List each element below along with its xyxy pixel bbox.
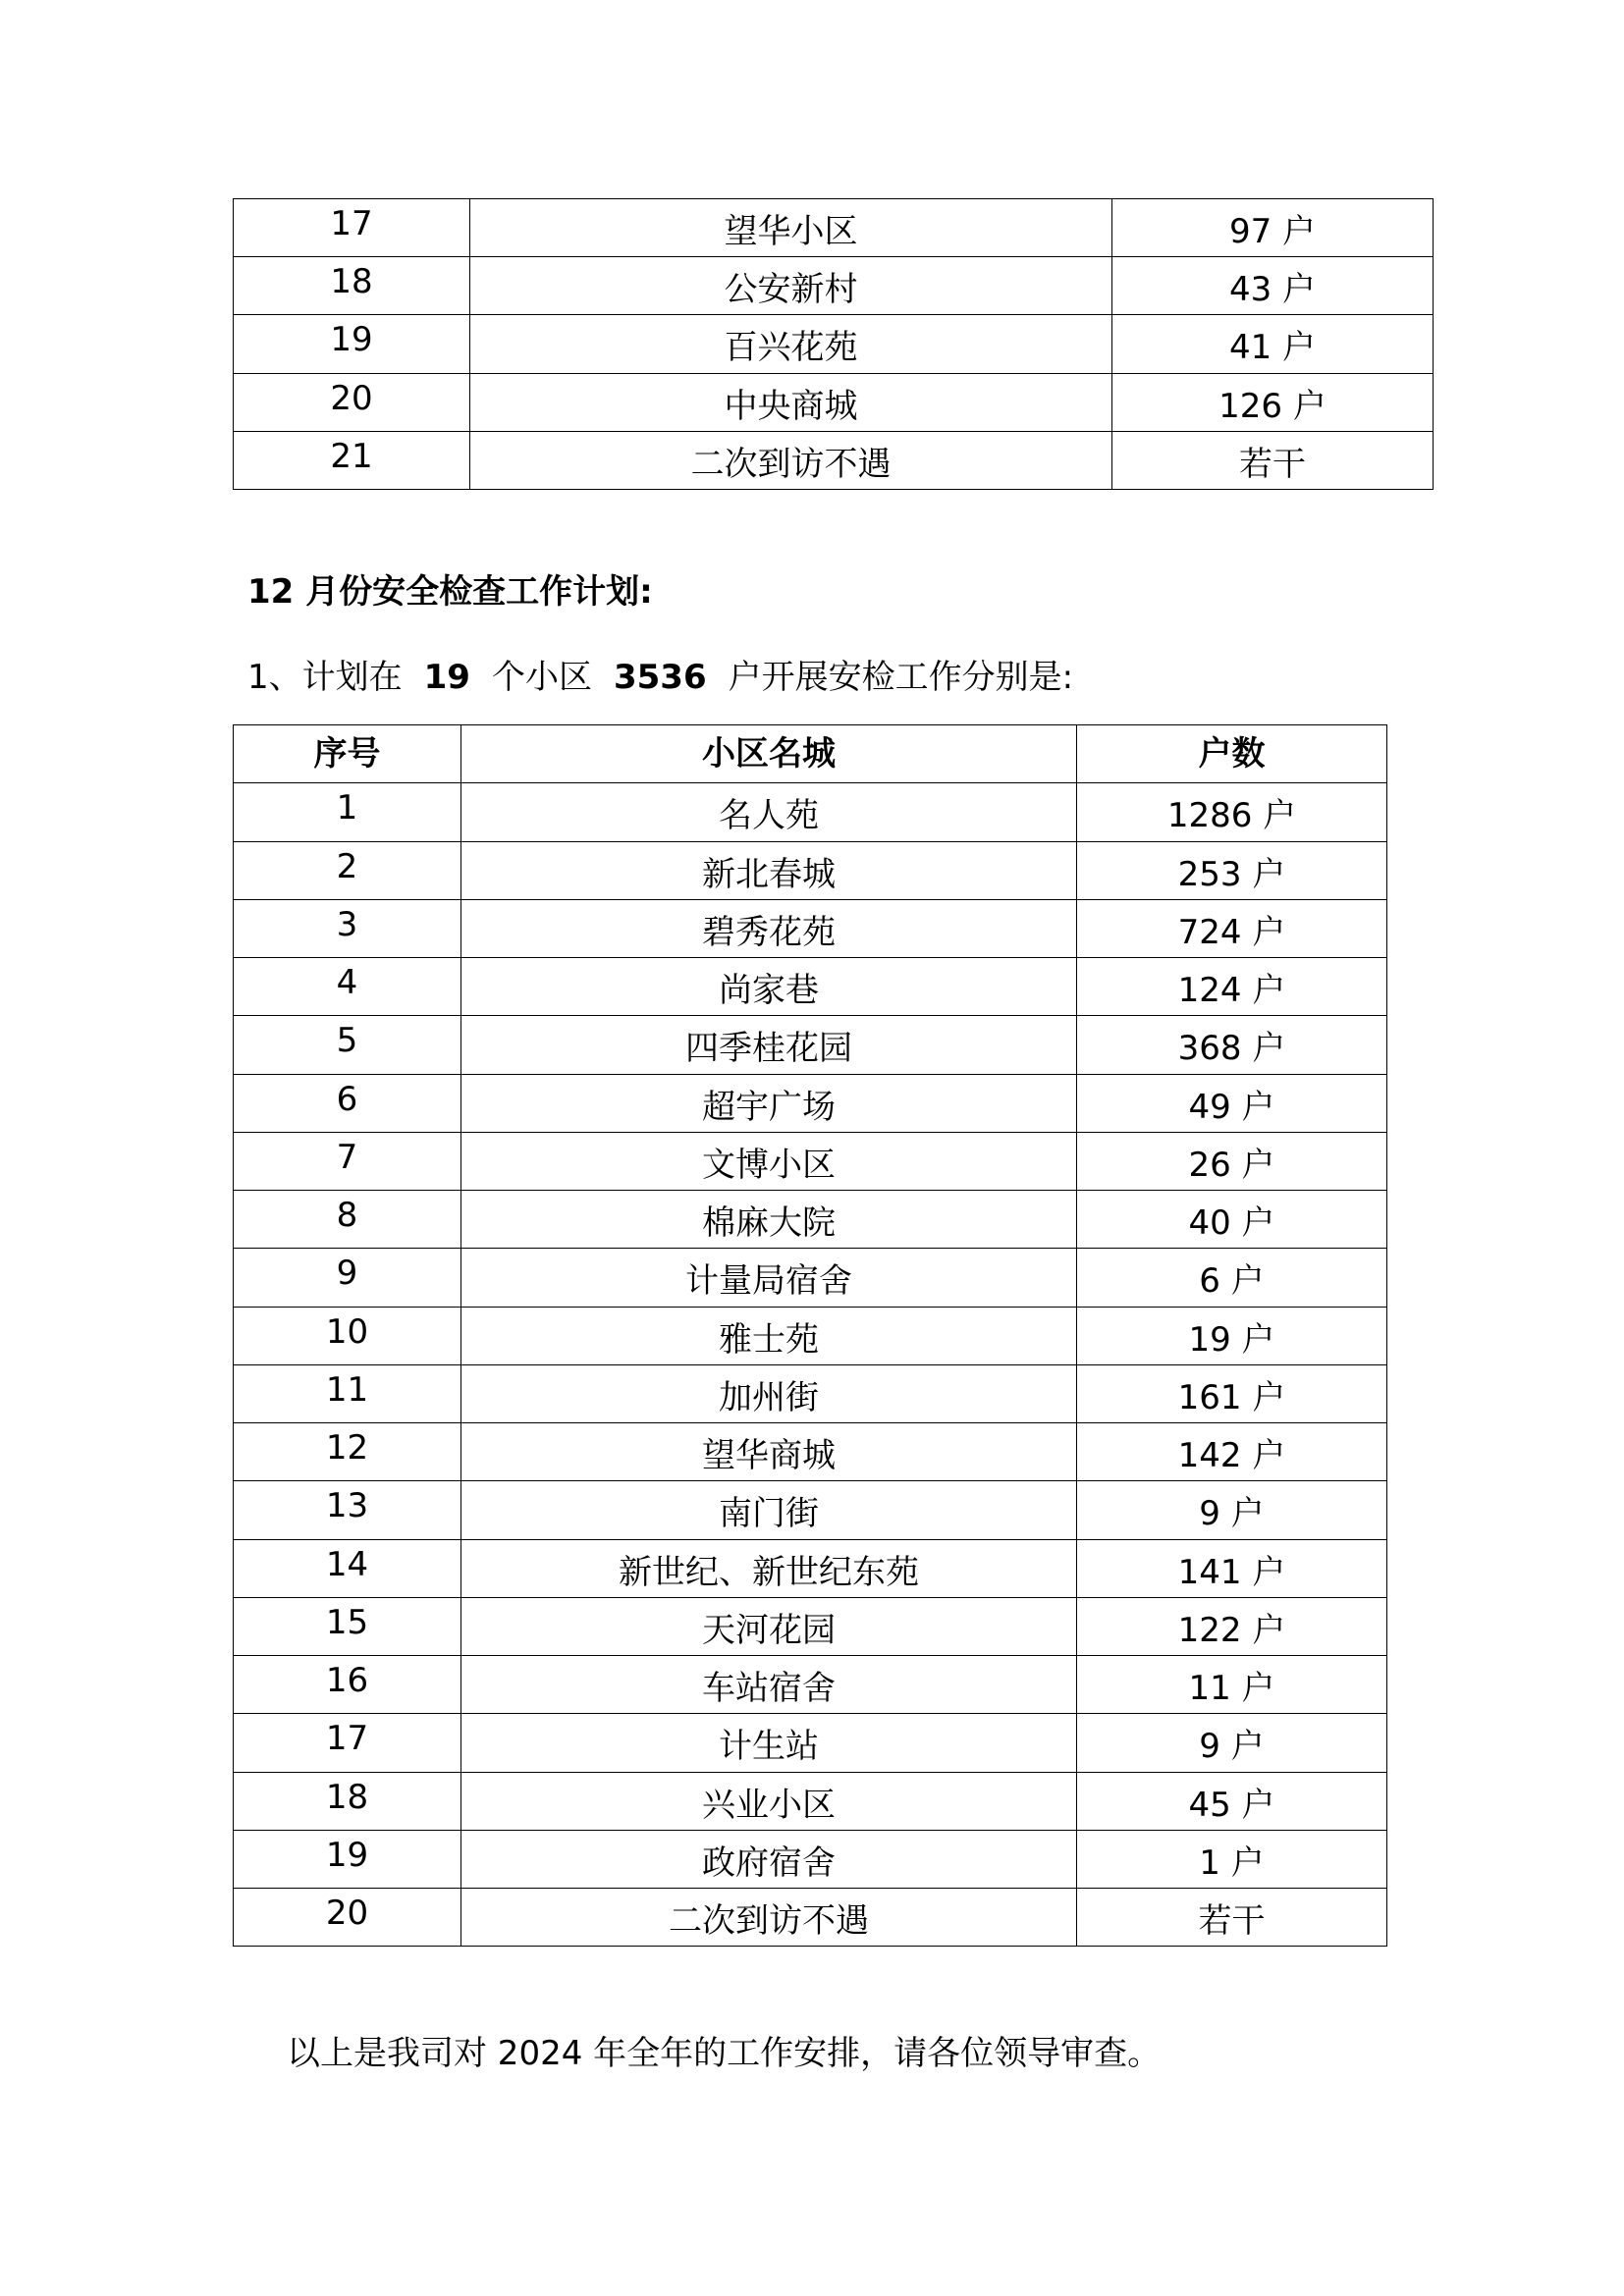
seq-cell: 19 (234, 315, 470, 373)
community-name-cell: 雅士苑 (461, 1307, 1077, 1364)
plan-household-count: 3536 (613, 658, 707, 697)
community-name-cell: 文博小区 (461, 1132, 1077, 1190)
plan-intro-suffix: 户开展安检工作分别是: (728, 658, 1074, 697)
household-count-cell: 41 户 (1112, 315, 1434, 373)
december-plan-heading: 12 月份安全检查工作计划: (247, 572, 653, 612)
community-name-cell: 碧秀花苑 (461, 899, 1077, 957)
household-count-cell: 9 户 (1077, 1714, 1387, 1772)
household-count-cell: 124 户 (1077, 958, 1387, 1016)
community-name-cell: 加州街 (461, 1364, 1077, 1422)
table-row (234, 1772, 1387, 1830)
household-count-cell: 368 户 (1077, 1016, 1387, 1074)
household-count-cell: 253 户 (1077, 841, 1387, 899)
household-count-cell: 若干 (1077, 1889, 1387, 1947)
header-seq: 序号 (234, 725, 461, 783)
seq-cell: 14 (234, 1539, 461, 1597)
community-name-cell: 棉麻大院 (461, 1191, 1077, 1249)
community-name-cell: 兴业小区 (461, 1772, 1077, 1830)
table-row (234, 373, 1434, 431)
plan-table-body (234, 783, 1387, 1947)
community-name-cell: 二次到访不遇 (470, 431, 1112, 489)
seq-cell: 4 (234, 958, 461, 1016)
table-row (234, 841, 1387, 899)
header-name: 小区名城 (461, 725, 1077, 783)
household-count-cell: 40 户 (1077, 1191, 1387, 1249)
household-count-cell: 97 户 (1112, 199, 1434, 257)
table-row (234, 783, 1387, 841)
community-name-cell: 二次到访不遇 (461, 1889, 1077, 1947)
plan-community-count: 19 (423, 658, 470, 697)
seq-cell: 16 (234, 1656, 461, 1714)
closing-statement: 以上是我司对 2024 年全年的工作安排，请各位领导审查。 (287, 2034, 1162, 2073)
seq-cell: 21 (234, 431, 470, 489)
seq-cell: 13 (234, 1481, 461, 1539)
household-count-cell: 724 户 (1077, 899, 1387, 957)
seq-cell: 3 (234, 899, 461, 957)
community-name-cell: 尚家巷 (461, 958, 1077, 1016)
table-row (234, 958, 1387, 1016)
plan-intro-prefix: 1、计划在 (247, 658, 403, 697)
community-name-cell: 公安新村 (470, 257, 1112, 315)
table-row (234, 1307, 1387, 1364)
table-row (234, 1132, 1387, 1190)
household-count-cell: 142 户 (1077, 1423, 1387, 1481)
community-name-cell: 政府宿舍 (461, 1830, 1077, 1888)
table-row (234, 315, 1434, 373)
table-row (234, 431, 1434, 489)
community-name-cell: 南门街 (461, 1481, 1077, 1539)
seq-cell: 12 (234, 1423, 461, 1481)
table-row (234, 1191, 1387, 1249)
community-name-cell: 计生站 (461, 1714, 1077, 1772)
household-count-cell: 若干 (1112, 431, 1434, 489)
seq-cell: 5 (234, 1016, 461, 1074)
community-name-cell: 中央商城 (470, 373, 1112, 431)
community-name-cell: 计量局宿舍 (461, 1249, 1077, 1307)
household-count-cell: 6 户 (1077, 1249, 1387, 1307)
table-row (234, 1714, 1387, 1772)
household-count-cell: 1 户 (1077, 1830, 1387, 1888)
plan-header-row (234, 725, 1387, 783)
household-count-cell: 1286 户 (1077, 783, 1387, 841)
previous-households-table (233, 198, 1434, 490)
table-row (234, 1539, 1387, 1597)
community-name-cell: 天河花园 (461, 1597, 1077, 1655)
community-name-cell: 车站宿舍 (461, 1656, 1077, 1714)
table-row (234, 1889, 1387, 1947)
seq-cell: 18 (234, 1772, 461, 1830)
table-row (234, 257, 1434, 315)
table-row (234, 1656, 1387, 1714)
seq-cell: 7 (234, 1132, 461, 1190)
household-count-cell: 19 户 (1077, 1307, 1387, 1364)
plan-table-header (234, 725, 1387, 783)
table-row (234, 1249, 1387, 1307)
household-count-cell: 161 户 (1077, 1364, 1387, 1422)
household-count-cell: 26 户 (1077, 1132, 1387, 1190)
household-count-cell: 141 户 (1077, 1539, 1387, 1597)
table-row (234, 1364, 1387, 1422)
plan-intro-mid: 个小区 (491, 658, 592, 697)
seq-cell: 17 (234, 199, 470, 257)
seq-cell: 11 (234, 1364, 461, 1422)
household-count-cell: 11 户 (1077, 1656, 1387, 1714)
header-count: 户数 (1077, 725, 1387, 783)
household-count-cell: 9 户 (1077, 1481, 1387, 1539)
community-name-cell: 四季桂花园 (461, 1016, 1077, 1074)
seq-cell: 20 (234, 373, 470, 431)
seq-cell: 1 (234, 783, 461, 841)
table-row (234, 199, 1434, 257)
community-name-cell: 百兴花苑 (470, 315, 1112, 373)
previous-table-body (234, 199, 1434, 490)
seq-cell: 10 (234, 1307, 461, 1364)
household-count-cell: 49 户 (1077, 1074, 1387, 1132)
seq-cell: 20 (234, 1889, 461, 1947)
seq-cell: 6 (234, 1074, 461, 1132)
household-count-cell: 43 户 (1112, 257, 1434, 315)
community-name-cell: 超宇广场 (461, 1074, 1077, 1132)
table-row (234, 1481, 1387, 1539)
household-count-cell: 45 户 (1077, 1772, 1387, 1830)
seq-cell: 8 (234, 1191, 461, 1249)
table-row (234, 1423, 1387, 1481)
household-count-cell: 122 户 (1077, 1597, 1387, 1655)
seq-cell: 18 (234, 257, 470, 315)
table-row (234, 1597, 1387, 1655)
community-name-cell: 新北春城 (461, 841, 1077, 899)
seq-cell: 15 (234, 1597, 461, 1655)
plan-intro-line (247, 650, 1073, 698)
community-name-cell: 名人苑 (461, 783, 1077, 841)
december-plan-table (233, 724, 1387, 1947)
seq-cell: 19 (234, 1830, 461, 1888)
community-name-cell: 望华小区 (470, 199, 1112, 257)
seq-cell: 17 (234, 1714, 461, 1772)
table-row (234, 1074, 1387, 1132)
seq-cell: 2 (234, 841, 461, 899)
table-row (234, 1830, 1387, 1888)
seq-cell: 9 (234, 1249, 461, 1307)
table-row (234, 899, 1387, 957)
table-row (234, 1016, 1387, 1074)
household-count-cell: 126 户 (1112, 373, 1434, 431)
community-name-cell: 新世纪、新世纪东苑 (461, 1539, 1077, 1597)
community-name-cell: 望华商城 (461, 1423, 1077, 1481)
